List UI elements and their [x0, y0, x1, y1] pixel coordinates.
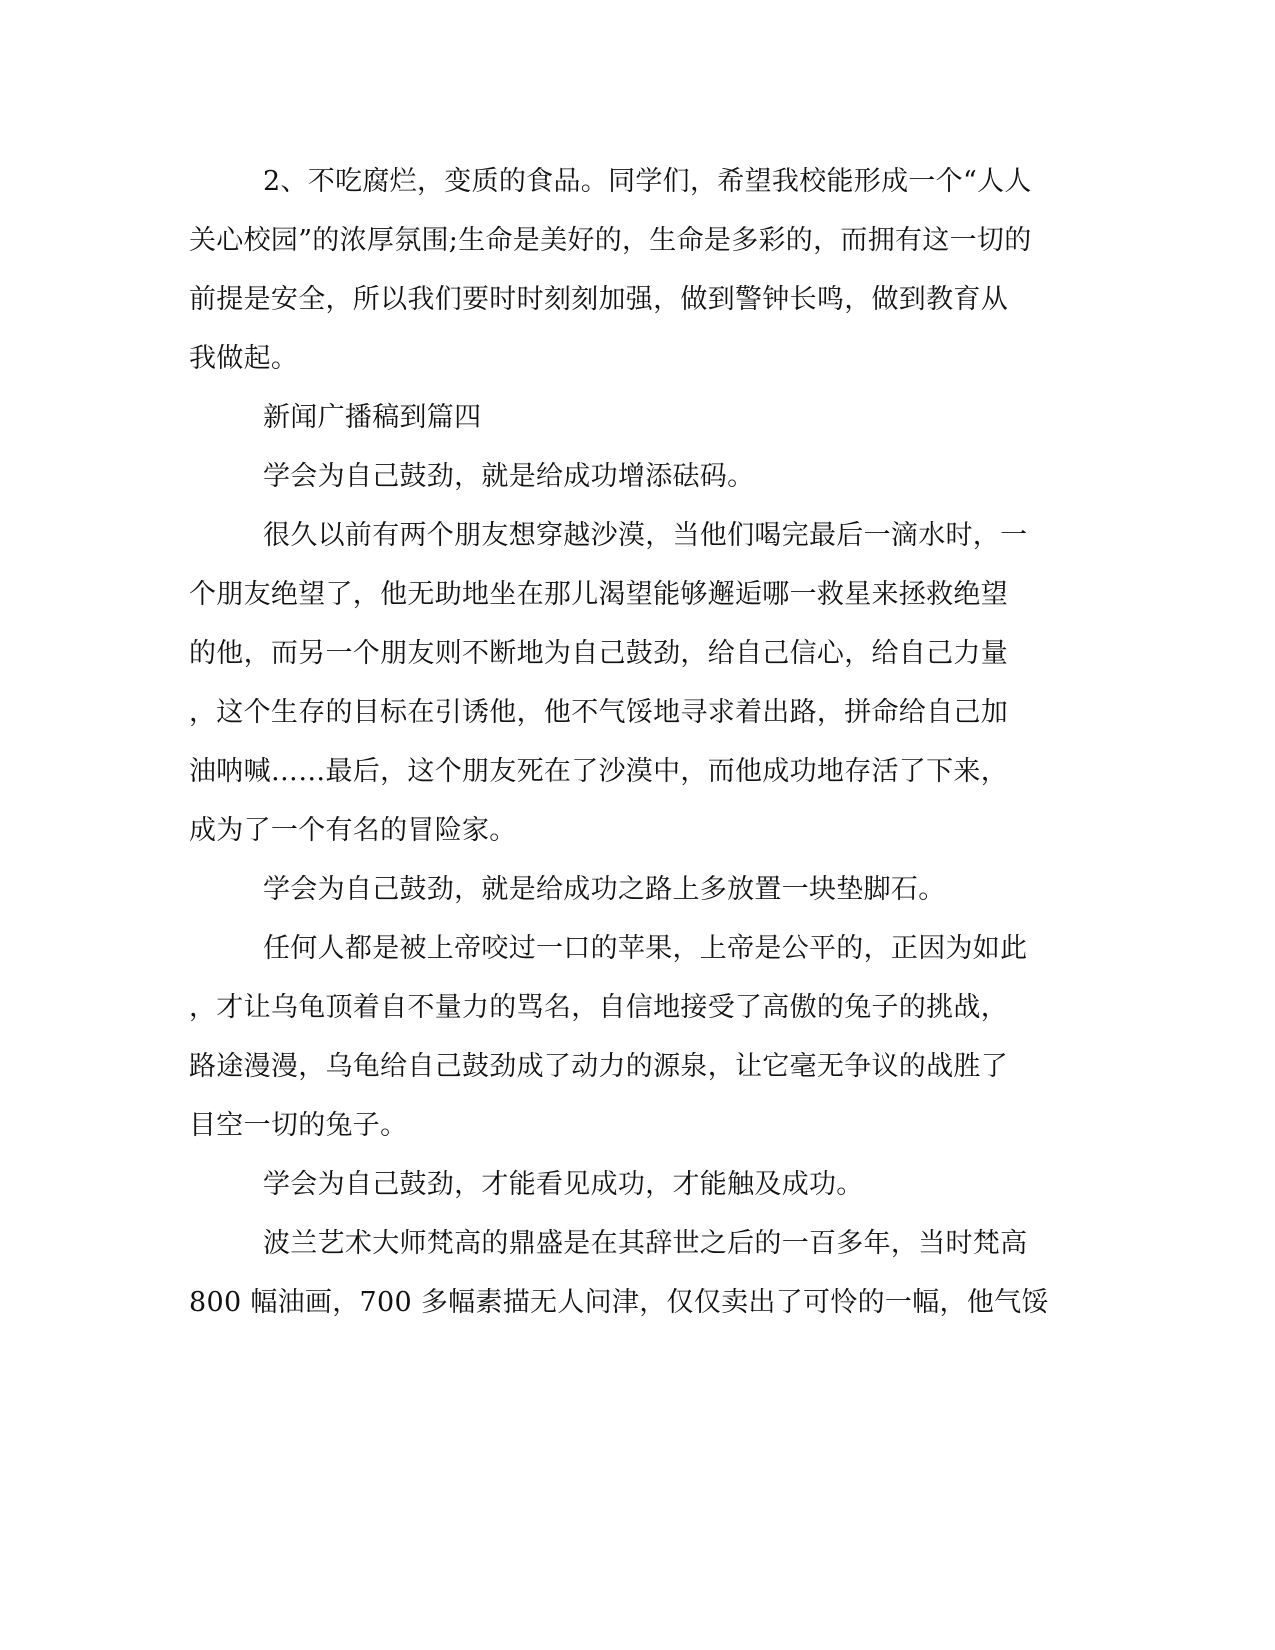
text-line-3: 前提是安全，所以我们要时时刻刻加强，做到警钟长鸣，做到教育从 [189, 284, 1008, 315]
text-line-8: 个朋友绝望了，他无助地坐在那儿渴望能够邂逅哪一救星来拯救绝望 [189, 579, 1008, 610]
text-line-20: 800 幅油画，700 多幅素描无人问津，仅仅卖出了可怜的一幅，他气馁 [189, 1287, 1049, 1318]
text-line-6: 学会为自己鼓劲，就是给成功增添砝码。 [263, 461, 755, 492]
text-line-18: 学会为自己鼓劲，才能看见成功，才能触及成功。 [263, 1169, 864, 1200]
text-line-16: 路途漫漫，乌龟给自己鼓劲成了动力的源泉，让它毫无争议的战胜了 [189, 1051, 1008, 1082]
section-heading: 新闻广播稿到篇四 [263, 402, 482, 433]
text-line-15: ，才让乌龟顶着自不量力的骂名，自信地接受了高傲的兔子的挑战， [189, 992, 1008, 1023]
text-line-12: 成为了一个有名的冒险家。 [189, 815, 517, 846]
text-line-17: 目空一切的兔子。 [189, 1110, 408, 1141]
text-line-7: 很久以前有两个朋友想穿越沙漠，当他们喝完最后一滴水时，一 [263, 520, 1028, 551]
text-line-9: 的他，而另一个朋友则不断地为自己鼓劲，给自己信心，给自己力量 [189, 638, 1008, 669]
text-line-19: 波兰艺术大师梵高的鼎盛是在其辞世之后的一百多年，当时梵高 [263, 1228, 1028, 1259]
text-line-14: 任何人都是被上帝咬过一口的苹果，上帝是公平的，正因为如此 [263, 933, 1028, 964]
text-line-1: 2、不吃腐烂，变质的食品。同学们，希望我校能形成一个“人人 [263, 166, 1032, 197]
text-line-10: ，这个生存的目标在引诱他，他不气馁地寻求着出路，拼命给自己加 [189, 697, 1008, 728]
text-line-2: 关心校园”的浓厚氛围;生命是美好的，生命是多彩的，而拥有这一切的 [189, 225, 1032, 256]
text-line-4: 我做起。 [189, 343, 299, 374]
text-line-11: 油呐喊……最后，这个朋友死在了沙漠中，而他成功地存活了下来， [189, 756, 1008, 787]
text-line-13: 学会为自己鼓劲，就是给成功之路上多放置一块垫脚石。 [263, 874, 946, 905]
